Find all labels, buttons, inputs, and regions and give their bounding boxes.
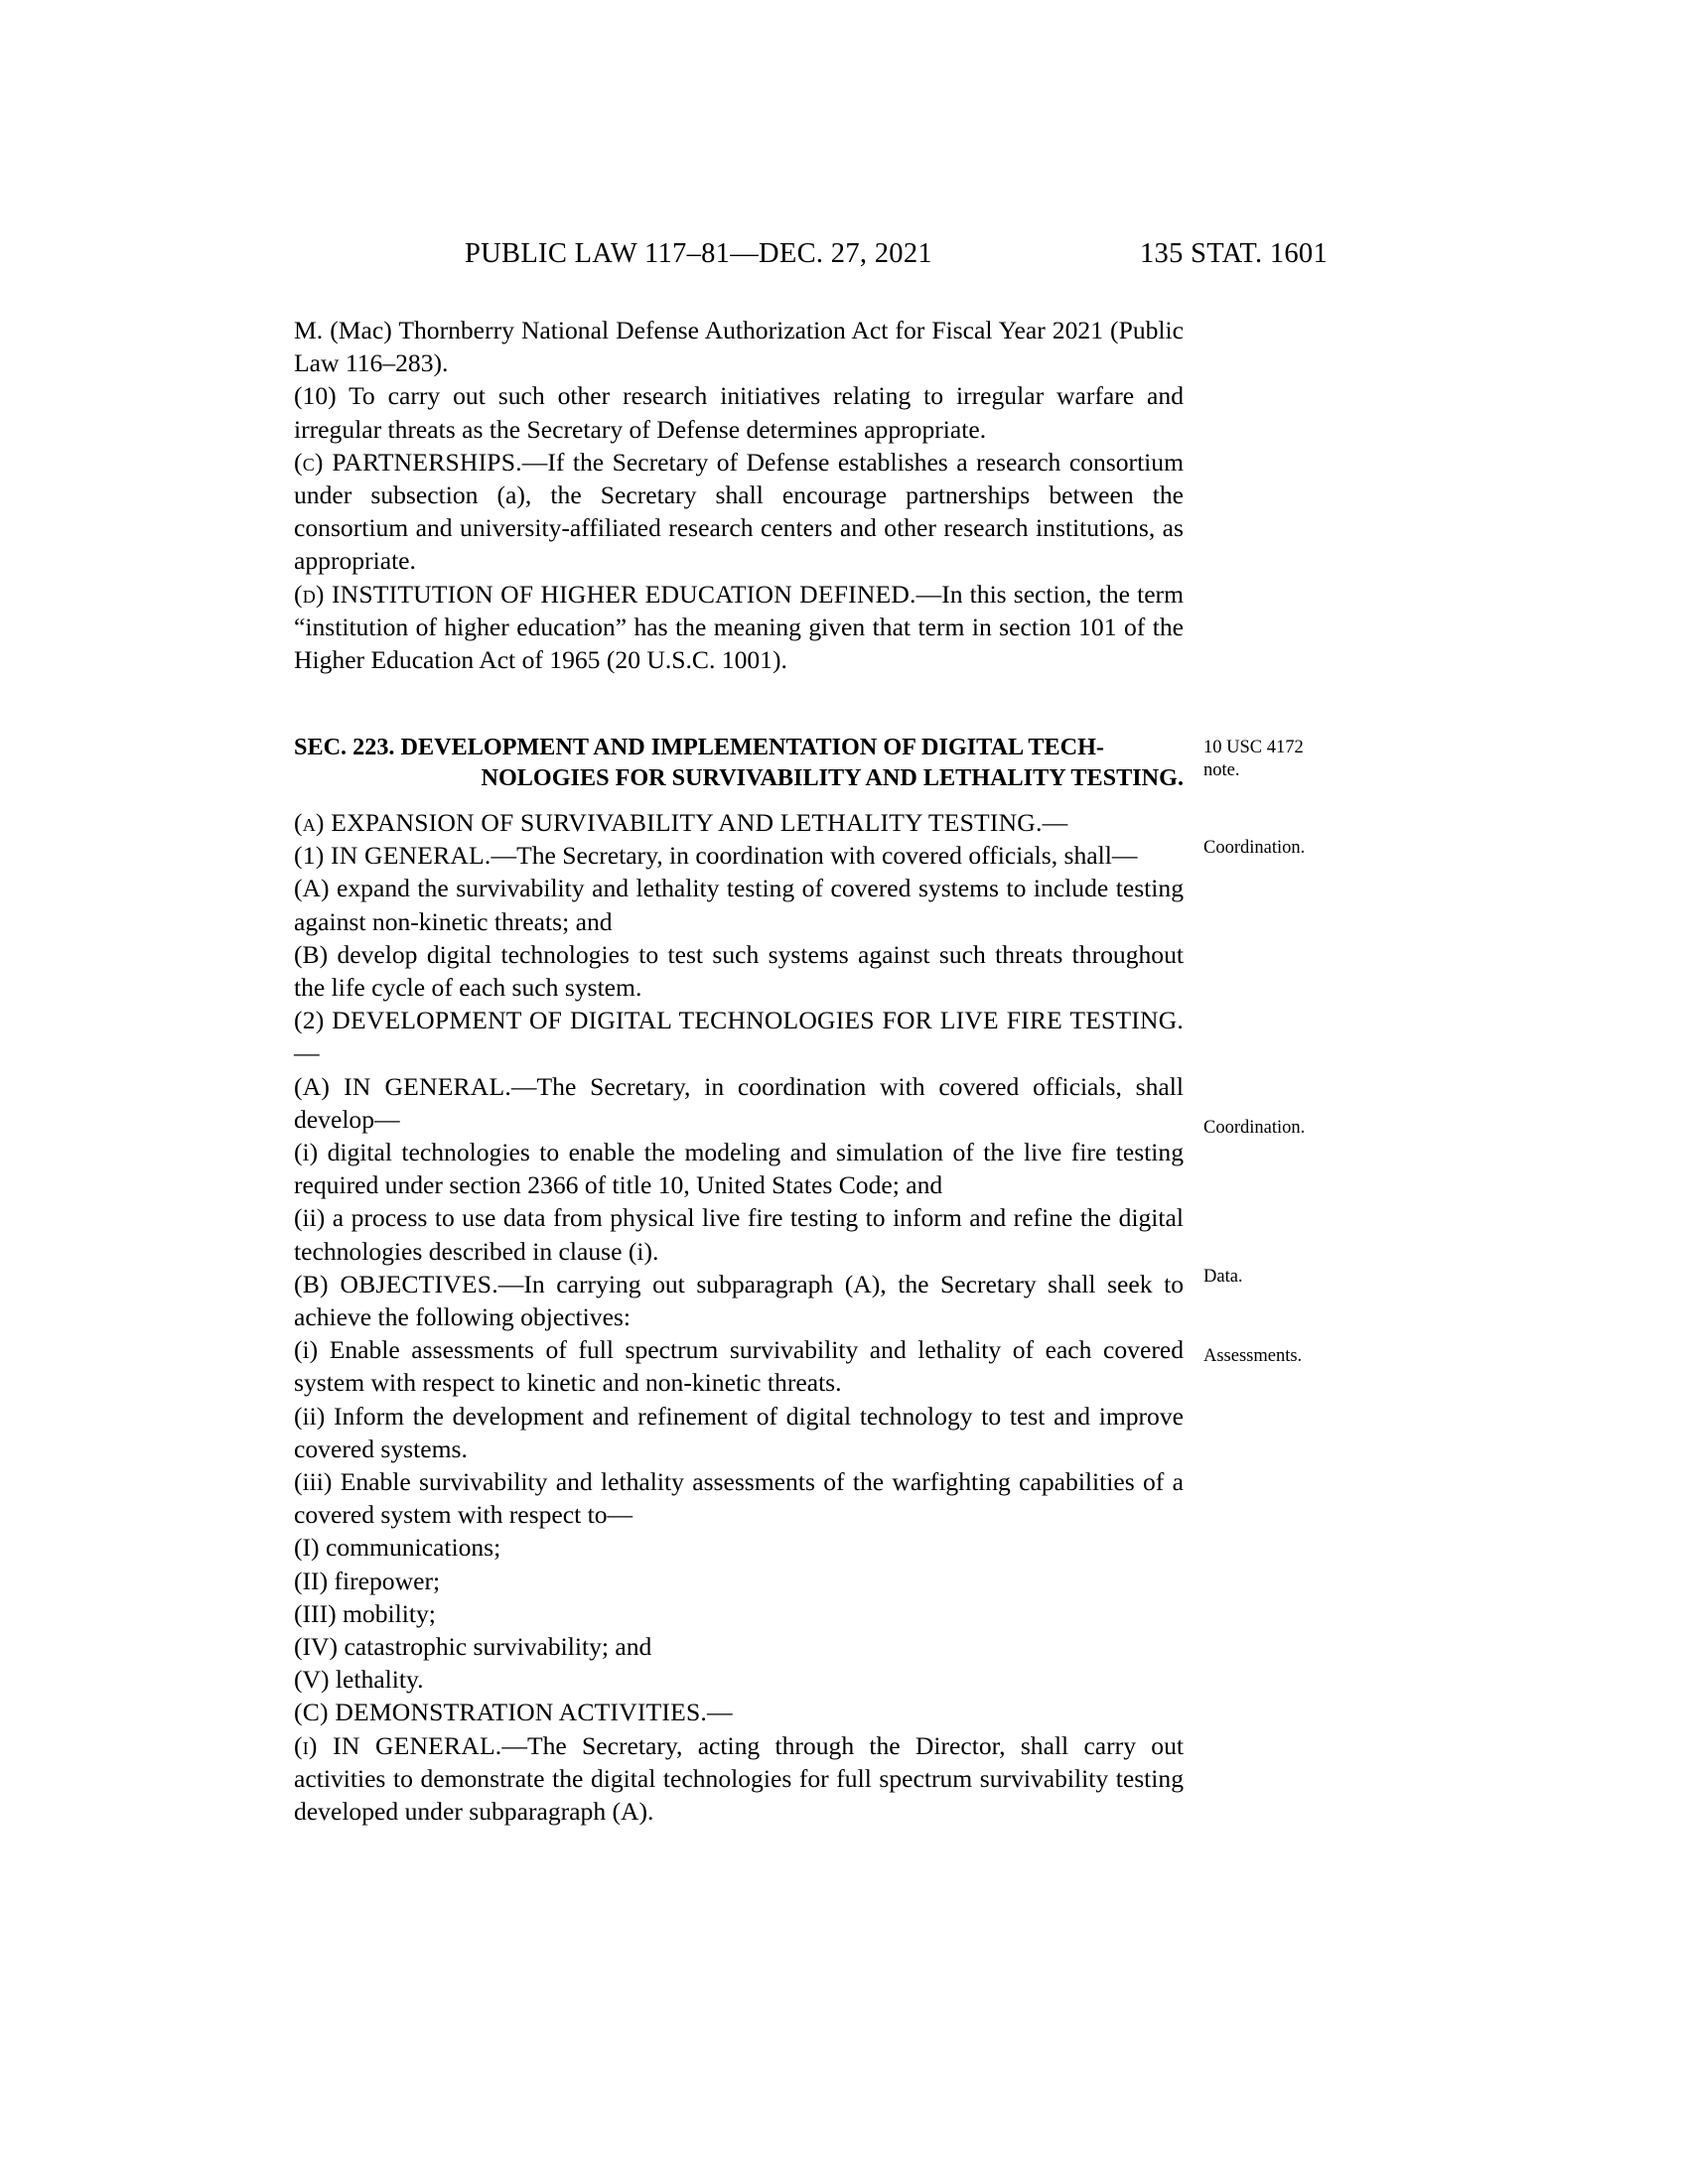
- paragraph-a1: [294, 839, 1184, 872]
- running-head: [0, 238, 1688, 278]
- sidenote-usc-line1: 10 USC 4172: [1203, 738, 1304, 757]
- clause-a2Ci-label: (i) IN GENERAL.: [294, 1730, 502, 1760]
- section-heading: [294, 732, 1184, 793]
- paragraph-10: (10) To carry out such other research initiatives relating to irregular warfare and irregular threats as the Secretary of Defense determines appropriate.: [294, 381, 1184, 444]
- subparagraph-a2A: [294, 1070, 1184, 1136]
- sidenote-assessments: Assessments.: [1203, 1346, 1303, 1366]
- clause-a2Ai: (i) digital technologies to enable the modeling and simulation of the live fire testing required under section 2366 of title 10, United States Code; and: [294, 1138, 1184, 1200]
- subparagraph-a1A: (A) expand the survivability and lethality testing of covered systems to include testing against non-kinetic threats; and: [294, 874, 1184, 936]
- subsection-c-text: —If the Secretary of Defense establishes a research consortium under subsection (a), the Secretary shall encourage partnerships between the consortium and university-affiliated research centers and other research institutions, as appropriate.: [294, 447, 1184, 576]
- paragraph-a2-label: (2) DEVELOPMENT OF DIGITAL TECHNOLOGIES FOR LIVE FIRE TESTING.: [294, 1006, 1184, 1035]
- item-a2Biii-I: (I) communications;: [294, 1533, 501, 1563]
- section-heading-line1: SEC. 223. DEVELOPMENT AND IMPLEMENTATION OF DIGITAL TECH-: [294, 734, 1104, 760]
- subparagraph-a2A-label: (A) IN GENERAL.: [294, 1071, 511, 1101]
- sidenote-usc-reference: [1203, 737, 1432, 782]
- subparagraph-a2B: [294, 1268, 1184, 1333]
- body-column-main: [294, 806, 1184, 1828]
- item-a2Biii-IV: (IV) catastrophic survivability; and: [294, 1632, 652, 1662]
- subparagraph-a2C-label: (C) DEMONSTRATION ACTIVITIES.: [294, 1698, 707, 1727]
- section-heading-line2: NOLOGIES FOR SURVIVABILITY AND LETHALITY TESTING.: [481, 764, 1184, 791]
- subparagraph-a2B-text: —In carrying out subparagraph (A), the Secretary shall seek to achieve the following objectives:: [294, 1269, 1184, 1332]
- subparagraph-a2C: [294, 1696, 1184, 1728]
- subparagraph-a2A-text: —The Secretary, in coordination with covered officials, shall develop—: [294, 1071, 1185, 1134]
- item-a2Biii-III: (III) mobility;: [294, 1598, 436, 1628]
- subparagraph-a2C-text: —: [707, 1698, 733, 1727]
- clause-a2Ci: [294, 1729, 1184, 1829]
- paragraph-continuation: M. (Mac) Thornberry National Defense Authorization Act for Fiscal Year 2021 (Public Law 116–283).: [294, 316, 1184, 378]
- paragraph-a2-text: —: [294, 1038, 320, 1068]
- clause-a2Bii: (ii) Inform the development and refinement of digital technology to test and improve covered systems.: [294, 1401, 1184, 1463]
- running-head-right: 135 STAT. 1601: [1140, 238, 1329, 269]
- paragraph-d-definition: [294, 578, 1184, 677]
- clause-a2Aii: (ii) a process to use data from physical live fire testing to inform and refine the digital technologies described in clause (i).: [294, 1203, 1184, 1266]
- paragraph-a2: [294, 1004, 1184, 1069]
- subsection-c-label: (c) PARTNERSHIPS.: [294, 447, 522, 477]
- subsection-a: [294, 806, 1184, 839]
- paragraph-a1-label: (1) IN GENERAL.: [294, 841, 492, 871]
- subsection-a-label: (a) EXPANSION OF SURVIVABILITY AND LETHALITY TESTING.: [294, 808, 1043, 837]
- paragraph-c-partnerships: [294, 446, 1184, 578]
- body-column-top: [294, 314, 1184, 676]
- item-a2Biii-II: (II) firepower;: [294, 1566, 441, 1595]
- clause-a2Bi: (i) Enable assessments of full spectrum survivability and lethality of each covered system with respect to kinetic and non-kinetic threats.: [294, 1335, 1184, 1398]
- running-head-left: PUBLIC LAW 117–81—DEC. 27, 2021: [465, 238, 932, 269]
- subsection-d-label: (d) INSTITUTION OF HIGHER EDUCATION DEFINED.: [294, 579, 916, 609]
- sidenote-data: Data.: [1203, 1267, 1243, 1287]
- subsection-a-text: —: [1042, 808, 1068, 837]
- item-a2Biii-V: (V) lethality.: [294, 1665, 424, 1695]
- clause-a2Biii: (iii) Enable survivability and lethality assessments of the warfighting capabilities of a covered system with respect to—: [294, 1467, 1184, 1530]
- subparagraph-a2B-label: (B) OBJECTIVES.: [294, 1269, 498, 1298]
- sidenote-coordination-1: Coordination.: [1203, 838, 1306, 858]
- sidenote-coordination-2: Coordination.: [1203, 1118, 1306, 1138]
- subparagraph-a1B: (B) develop digital technologies to test such systems against such threats throughout the life cycle of each such system.: [294, 939, 1184, 1003]
- sidenote-usc-line2: note.: [1203, 760, 1240, 780]
- paragraph-a1-text: —The Secretary, in coordination with covered officials, shall—: [491, 841, 1138, 871]
- clause-a2Ci-text: —The Secretary, acting through the Director, shall carry out activities to demonstrate the digital technologies for full spectrum survivability testing developed under subparagraph (A).: [294, 1730, 1184, 1827]
- subsection-d-text: —In this section, the term “institution of higher education” has the meaning given that term in section 101 of the Higher Education Act of 1965 (20 U.S.C. 1001).: [294, 579, 1184, 675]
